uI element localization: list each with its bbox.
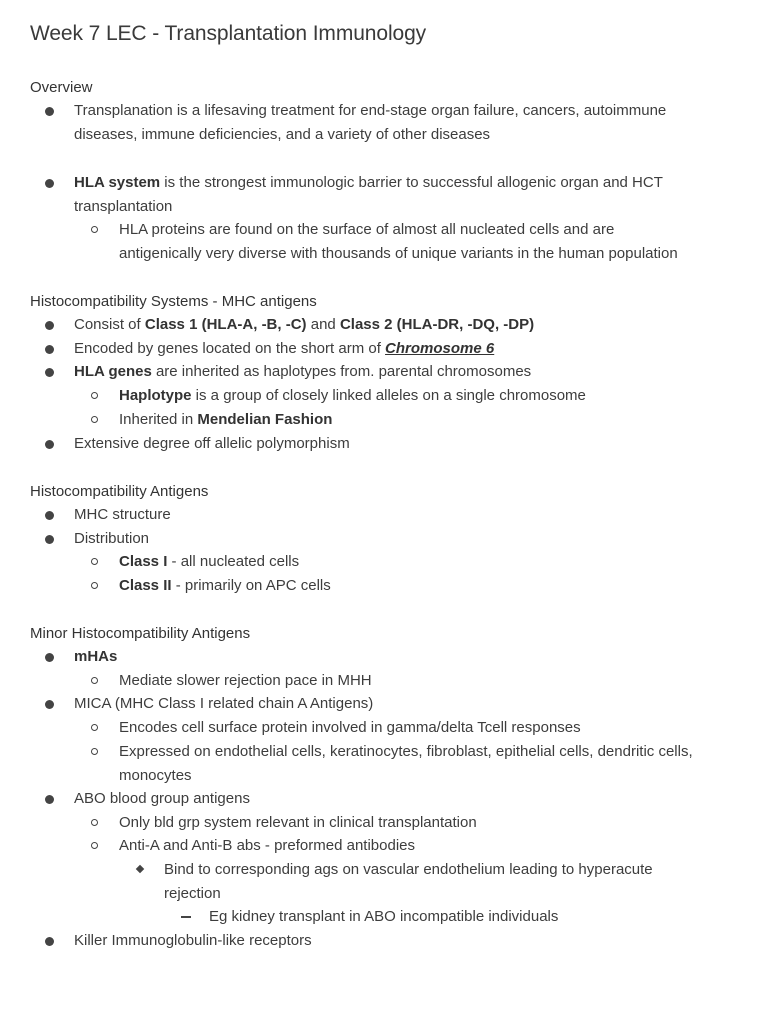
bullet-icon: [45, 511, 54, 520]
bullet-icon: [45, 107, 54, 116]
sub-sub-list-item: Bind to corresponding ags on vascular endothelium leading to hyperacute: [164, 861, 653, 878]
text: is a group of closely linked alleles on a single chromosome: [191, 387, 586, 404]
dash-bullet-icon: [181, 916, 191, 918]
bold-text: HLA system: [74, 174, 161, 191]
bullet-icon: [45, 321, 54, 330]
list-item-continuation: transplantation: [74, 198, 173, 215]
list-item: Transplanation is a lifesaving treatment for end-stage organ failure, cancers, autoimmune: [74, 102, 667, 119]
sub-list-item: HLA proteins are found on the surface of almost all nucleated cells and are: [119, 221, 615, 238]
sub-bullet-icon: [91, 582, 98, 589]
section-heading-histocompatibility-systems: Histocompatibility Systems - MHC antigens: [30, 293, 317, 310]
text: and: [306, 316, 340, 333]
bullet-icon: [45, 700, 54, 709]
list-item: MICA (MHC Class I related chain A Antigens): [74, 695, 374, 712]
list-item: ABO blood group antigens: [74, 790, 250, 807]
bold-text: Class II: [119, 577, 172, 594]
bold-text: HLA genes: [74, 363, 152, 380]
sub-bullet-icon: [91, 748, 98, 755]
section-heading-overview: Overview: [30, 79, 93, 96]
list-item: MHC structure: [74, 506, 171, 523]
section-heading-minor-histocompatibility-antigens: Minor Histocompatibility Antigens: [30, 625, 251, 642]
bullet-icon: [45, 937, 54, 946]
bullet-icon: [45, 653, 54, 662]
page-title: Week 7 LEC - Transplantation Immunology: [30, 22, 427, 45]
sub-bullet-icon: [91, 677, 98, 684]
bold-text: Haplotype: [119, 387, 192, 404]
bullet-icon: [45, 795, 54, 804]
sub-list-item: [119, 408, 332, 432]
text: is the strongest immunologic barrier to successful allogenic organ and HCT: [160, 174, 663, 191]
sub-list-item: Anti-A and Anti-B abs - preformed antibodies: [119, 837, 416, 854]
sub-list-item: Expressed on endothelial cells, keratinocytes, fibroblast, epithelial cells, dendritic cells,: [119, 743, 693, 760]
text: Encoded by genes located on the short arm of: [74, 340, 386, 357]
bullet-icon: [45, 368, 54, 377]
sub-bullet-icon: [91, 842, 98, 849]
list-item-continuation: diseases, immune deficiencies, and a variety of other diseases: [74, 126, 491, 143]
sub-list-item-continuation: monocytes: [119, 767, 192, 784]
sub-bullet-icon: [91, 724, 98, 731]
bullet-icon: [45, 440, 54, 449]
list-item: [74, 360, 531, 384]
list-item: Extensive degree off allelic polymorphism: [74, 435, 350, 452]
list-item: Killer Immunoglobulin-like receptors: [74, 932, 312, 949]
sub-list-item: [119, 574, 331, 598]
bold-text: Class 1 (HLA-A, -B, -C): [144, 316, 307, 333]
bullet-icon: [45, 535, 54, 544]
bold-text: Mendelian Fashion: [197, 411, 333, 428]
sub-list-item: Encodes cell surface protein involved in gamma/delta Tcell responses: [119, 719, 581, 736]
text: - all nucleated cells: [167, 553, 300, 570]
sub-list-item: Mediate slower rejection pace in MHH: [119, 672, 372, 689]
section-heading-histocompatibility-antigens: Histocompatibility Antigens: [30, 483, 209, 500]
bold-text: Class 2 (HLA-DR, -DQ, -DP): [339, 316, 535, 333]
sub-bullet-icon: [91, 819, 98, 826]
sub-bullet-icon: [91, 392, 98, 399]
list-item: [74, 337, 494, 361]
list-item: [74, 313, 534, 337]
sub-bullet-icon: [91, 226, 98, 233]
bold-text: mHAs: [74, 648, 118, 665]
sub-list-item: Only bld grp system relevant in clinical transplantation: [119, 814, 477, 831]
sub-list-item: [119, 384, 586, 408]
text: Inherited in: [119, 411, 198, 428]
list-item: [74, 645, 117, 669]
list-item: [74, 171, 663, 195]
sub-list-item-continuation: antigenically very diverse with thousands of unique variants in the human population: [119, 245, 678, 262]
bullet-icon: [45, 179, 54, 188]
text: Consist of: [74, 316, 145, 333]
emphasized-text: Chromosome 6: [385, 340, 495, 357]
sub-sub-list-item-continuation: rejection: [164, 885, 221, 902]
sub-sub-sub-list-item: Eg kidney transplant in ABO incompatible individuals: [209, 908, 559, 925]
text: - primarily on APC cells: [171, 577, 331, 594]
bold-text: Class I: [119, 553, 168, 570]
list-item: Distribution: [74, 530, 150, 547]
diamond-bullet-icon: [136, 865, 144, 873]
sub-list-item: [119, 550, 299, 574]
text: are inherited as haplotypes from. parental chromosomes: [151, 363, 532, 380]
sub-bullet-icon: [91, 558, 98, 565]
sub-bullet-icon: [91, 416, 98, 423]
bullet-icon: [45, 345, 54, 354]
